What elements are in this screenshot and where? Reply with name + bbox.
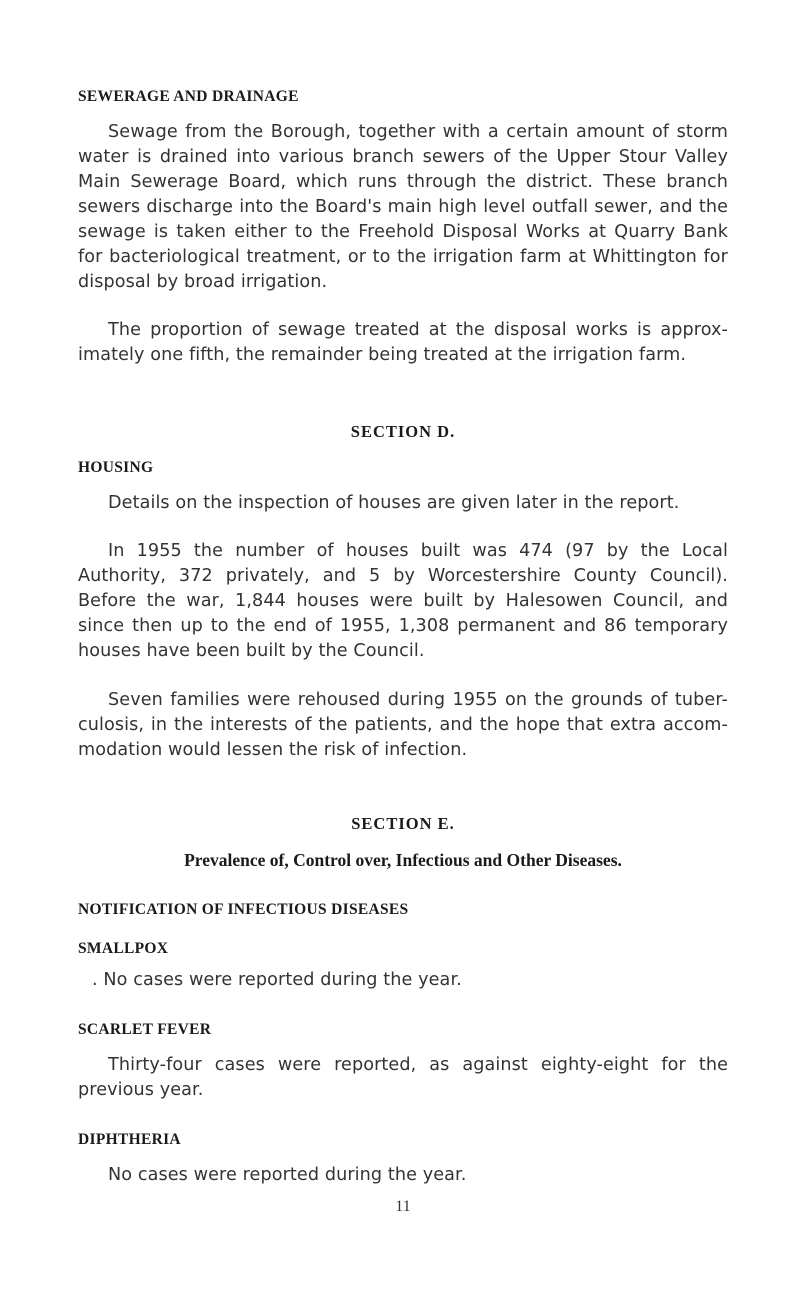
diphtheria-heading: DIPHTHERIA <box>78 1131 181 1148</box>
scarlet-fever-text: Thirty-four cases were reported, as against eighty-eight for the previous year. <box>78 1055 728 1100</box>
sewerage-paragraph-2: The proportion of sewage treated at the disposal works is approx- imately one fifth, the remainder being treated at the irrigation farm. <box>78 320 728 365</box>
page-number: 11 <box>395 1198 411 1215</box>
section-e-title: SECTION E. <box>351 814 455 833</box>
housing-paragraph-1: Details on the inspection of houses are given later in the report. <box>108 493 680 513</box>
housing-heading: HOUSING <box>78 459 154 476</box>
diphtheria-text: No cases were reported during the year. <box>108 1165 467 1185</box>
housing-paragraph-3: Seven families were rehoused during 1955 on the grounds of tuber- culosis, in the interests of the patients, and the hope that extra accom- modation would lessen the risk of infection. <box>78 690 728 760</box>
notification-heading: NOTIFICATION OF INFECTIOUS DISEASES <box>78 901 409 918</box>
sewerage-paragraph-1: Sewage from the Borough, together with a certain amount of storm water is drained into various branch sewers of the Upper Stour Valley Main Sewerage Board, which runs through the district. These branch sewers discharge into the Board's main high level outfall sewer, and the sewage is taken either to the Freehold Disposal Works at Quarry Bank for bacteriological treatment, or to the irrigation farm at Whittington for disposal by broad irrigation. <box>78 122 728 292</box>
scarlet-fever-heading: SCARLET FEVER <box>78 1021 212 1038</box>
sewerage-heading: SEWERAGE AND DRAINAGE <box>78 88 299 105</box>
smallpox-heading: SMALLPOX <box>78 940 169 957</box>
section-d-title: SECTION D. <box>350 422 456 441</box>
document-page <box>78 88 728 1232</box>
smallpox-text: . No cases were reported during the year. <box>78 968 728 993</box>
section-e-subtitle: Prevalence of, Control over, Infectious and Other Diseases. <box>184 850 622 870</box>
housing-paragraph-2: In 1955 the number of houses built was 474 (97 by the Local Authority, 372 privately, and 5 by Worcestershire County Council). Before the war, 1,844 houses were built by Halesowen Council, and since then up to the end of 1955, 1,308 permanent and 86 temporary houses have been built by the Council. <box>78 541 728 661</box>
